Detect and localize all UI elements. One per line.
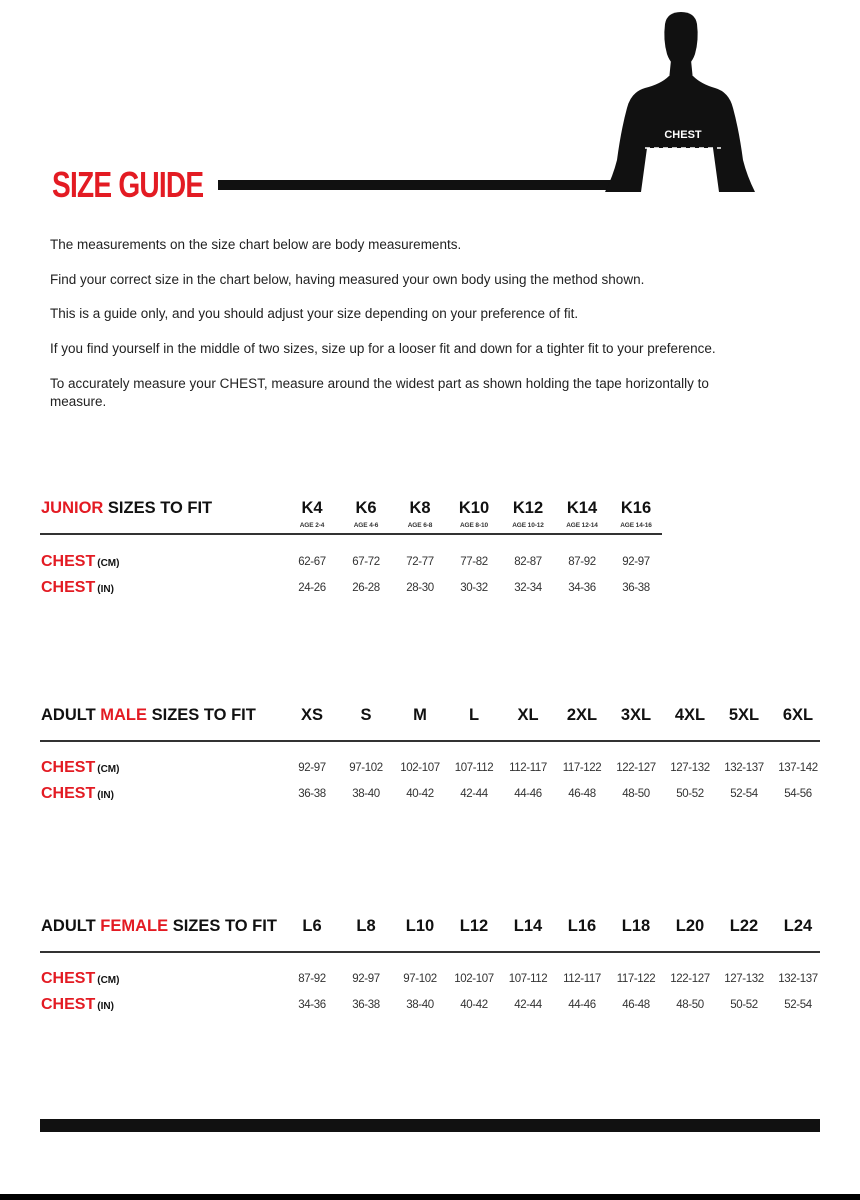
male-size-xs: XS (300, 706, 323, 724)
figure-chest-label: CHEST (664, 129, 702, 141)
female-value-cell: 107-112 (508, 973, 548, 985)
male-value-cell: 54-56 (784, 788, 812, 800)
male-value-cell: 36-38 (298, 788, 326, 800)
junior-size-k6 (336, 499, 396, 529)
junior-size-label: K16 (620, 499, 652, 517)
junior-value-cell: 36-38 (622, 582, 650, 594)
female-value-cell: 112-117 (563, 973, 601, 985)
junior-size-k8 (390, 499, 450, 529)
male-size-l: L (468, 706, 480, 724)
junior-age-label: AGE 10-12 (512, 522, 544, 529)
junior-chest-in-label: CHEST (IN) (41, 579, 114, 596)
male-size-3xl: 3XL (620, 706, 652, 724)
female-size-l8: L8 (356, 917, 376, 935)
page-title: SIZE GUIDE (52, 164, 204, 205)
female-size-l10: L10 (405, 917, 435, 935)
junior-value-cell: 28-30 (406, 582, 434, 594)
junior-size-label: K12 (512, 499, 544, 517)
female-value-cell: 52-54 (784, 999, 812, 1011)
junior-age-label: AGE 14-16 (620, 522, 652, 529)
male-chest-in-label: CHEST (IN) (41, 785, 114, 802)
junior-table-title (41, 499, 212, 518)
male-size-5xl: 5XL (728, 706, 760, 724)
junior-value-cell: 77-82 (460, 556, 488, 568)
female-value-cell: 38-40 (406, 999, 434, 1011)
junior-value-cell: 92-97 (622, 556, 650, 568)
junior-size-k10 (444, 499, 504, 529)
male-value-cell: 97-102 (349, 762, 383, 774)
male-value-cell: 52-54 (730, 788, 758, 800)
junior-size-label: K10 (458, 499, 490, 517)
junior-title-highlight: JUNIOR (41, 499, 104, 517)
male-size-6xl: 6XL (782, 706, 814, 724)
female-chest-cm-label: CHEST (CM) (41, 970, 120, 987)
male-value-cell: 38-40 (352, 788, 380, 800)
female-value-cell: 48-50 (676, 999, 704, 1011)
title-divider-bar (218, 180, 633, 190)
junior-size-label: K6 (355, 499, 377, 517)
female-size-l12: L12 (459, 917, 489, 935)
female-size-l24: L24 (783, 917, 813, 935)
intro-line-1: The measurements on the size chart below are body measurements. (50, 237, 462, 252)
junior-size-k14 (552, 499, 612, 529)
male-value-cell: 132-137 (724, 762, 764, 774)
male-size-2xl: 2XL (566, 706, 598, 724)
male-value-cell: 137-142 (778, 762, 818, 774)
junior-chest-cm-label: CHEST (CM) (41, 553, 120, 570)
junior-age-label: AGE 6-8 (407, 522, 433, 529)
junior-value-cell: 30-32 (460, 582, 488, 594)
intro-line-5: To accurately measure your CHEST, measure around the widest part as shown holding the tape horizontally to measure. (50, 376, 709, 409)
female-value-cell: 87-92 (298, 973, 326, 985)
female-chest-in-label: CHEST (IN) (41, 996, 114, 1013)
junior-size-k4 (282, 499, 342, 529)
male-value-cell: 40-42 (406, 788, 434, 800)
female-value-cell: 102-107 (454, 973, 494, 985)
junior-value-cell: 32-34 (514, 582, 542, 594)
intro-line-3: This is a guide only, and you should adjust your size depending on your preference of fit. (50, 306, 579, 321)
female-value-cell: 46-48 (622, 999, 650, 1011)
junior-value-cell: 87-92 (568, 556, 596, 568)
junior-divider (40, 533, 662, 535)
footer-bar (40, 1119, 820, 1132)
male-value-cell: 50-52 (676, 788, 704, 800)
male-value-cell: 127-132 (670, 762, 710, 774)
male-value-cell: 92-97 (298, 762, 326, 774)
junior-value-cell: 72-77 (406, 556, 434, 568)
female-value-cell: 92-97 (352, 973, 380, 985)
female-value-cell: 132-137 (778, 973, 818, 985)
intro-line-2: Find your correct size in the chart below, having measured your own body using the method shown. (50, 272, 645, 287)
female-table-title (41, 917, 277, 936)
female-size-l6: L6 (302, 917, 322, 935)
male-value-cell: 48-50 (622, 788, 650, 800)
male-divider (40, 740, 820, 742)
junior-size-k12 (498, 499, 558, 529)
male-title-highlight: MALE (100, 706, 148, 724)
female-value-cell: 40-42 (460, 999, 488, 1011)
junior-size-k16 (606, 499, 666, 529)
female-value-cell: 117-122 (616, 973, 656, 985)
intro-line-4: If you find yourself in the middle of two sizes, size up for a looser fit and down for a tighter fit to your preference. (50, 341, 716, 356)
female-size-l14: L14 (513, 917, 543, 935)
male-value-cell: 44-46 (514, 788, 542, 800)
male-title-pre: ADULT (41, 706, 101, 724)
male-value-cell: 107-112 (454, 762, 494, 774)
junior-age-label: AGE 12-14 (566, 522, 598, 529)
junior-age-label: AGE 2-4 (299, 522, 325, 529)
female-value-cell: 36-38 (352, 999, 380, 1011)
male-value-cell: 122-127 (616, 762, 656, 774)
male-title-rest: SIZES TO FIT (147, 706, 256, 724)
male-value-cell: 46-48 (568, 788, 596, 800)
female-value-cell: 34-36 (298, 999, 326, 1011)
female-title-highlight: FEMALE (100, 917, 169, 935)
female-value-cell: 50-52 (730, 999, 758, 1011)
male-chest-cm-label: CHEST (CM) (41, 759, 120, 776)
male-value-cell: 102-107 (400, 762, 440, 774)
junior-value-cell: 26-28 (352, 582, 380, 594)
female-value-cell: 42-44 (514, 999, 542, 1011)
junior-title-rest: SIZES TO FIT (103, 499, 213, 517)
junior-size-label: K4 (301, 499, 323, 517)
female-value-cell: 122-127 (670, 973, 710, 985)
junior-value-cell: 67-72 (352, 556, 380, 568)
junior-value-cell: 62-67 (298, 556, 326, 568)
male-table-title (41, 706, 256, 725)
male-value-cell: 117-122 (562, 762, 602, 774)
male-value-cell: 42-44 (460, 788, 488, 800)
female-title-rest: SIZES TO FIT (168, 917, 277, 935)
female-size-l16: L16 (567, 917, 597, 935)
junior-size-label: K14 (566, 499, 598, 517)
female-size-l18: L18 (621, 917, 651, 935)
male-size-m: M (413, 706, 427, 724)
junior-age-label: AGE 4-6 (353, 522, 379, 529)
female-divider (40, 951, 820, 953)
junior-value-cell: 82-87 (514, 556, 542, 568)
bottom-edge-bar (0, 1194, 860, 1200)
junior-size-label: K8 (409, 499, 431, 517)
female-value-cell: 44-46 (568, 999, 596, 1011)
female-value-cell: 127-132 (724, 973, 764, 985)
male-size-4xl: 4XL (674, 706, 706, 724)
female-title-pre: ADULT (41, 917, 101, 935)
junior-age-label: AGE 8-10 (459, 522, 489, 529)
junior-value-cell: 34-36 (568, 582, 596, 594)
female-size-l22: L22 (729, 917, 759, 935)
torso-figure-icon (605, 10, 755, 192)
male-value-cell: 112-117 (509, 762, 547, 774)
male-size-s: S (360, 706, 372, 724)
male-size-xl: XL (517, 706, 539, 724)
junior-value-cell: 24-26 (298, 582, 326, 594)
female-size-l20: L20 (675, 917, 705, 935)
female-value-cell: 97-102 (403, 973, 437, 985)
